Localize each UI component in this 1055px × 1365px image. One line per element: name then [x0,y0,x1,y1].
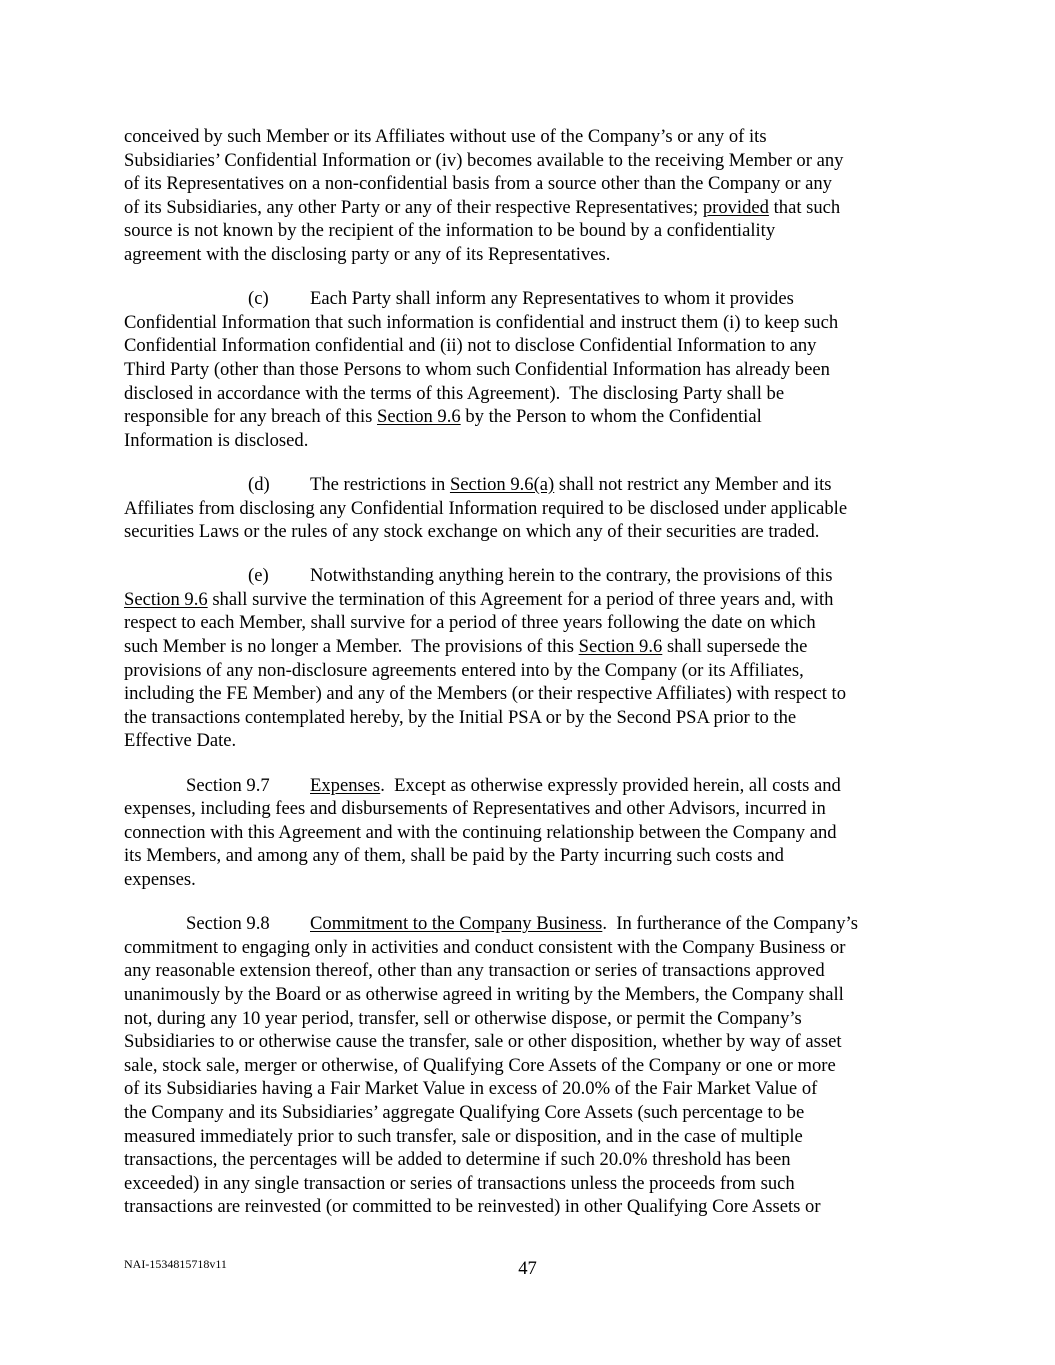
section-9-7 [124,774,934,892]
page-number: 47 [518,1258,537,1279]
text-line [124,405,934,429]
text-line [124,196,934,220]
paragraph-e [124,564,934,753]
paragraph-c [124,287,934,452]
text-fragment: shall supersede the [662,636,808,658]
text-line: of its Representatives on a non-confidential basis from a source other than the Company or any [124,173,832,195]
text-line: expenses, including fees and disbursements of Representatives and other Advisors, incurred in [124,798,826,820]
subsection-label: (e) [248,565,269,587]
text-line: connection with this Agreement and with the continuing relationship between the Company and [124,821,837,843]
section-reference: Section 9.6 [377,406,461,428]
text-fragment: Notwithstanding anything herein to the contrary, the provisions of this [310,565,833,587]
text-line: Effective Date. [124,730,237,752]
subsection-label: (d) [248,473,270,495]
text-line: the transactions contemplated hereby, by the Initial PSA or by the Second PSA prior to the [124,706,797,728]
text-line: Affiliates from disclosing any Confidential Information required to be disclosed under applicable [124,497,848,519]
section-reference: Section 9.6(a) [449,473,555,495]
paragraph-continuation [124,125,934,267]
section-heading: Expenses [310,774,381,796]
text-line: Confidential Information that such information is confidential and instruct them (i) to keep such [124,311,839,333]
text-fragment: of its Subsidiaries, any other Party or any of their respective Representatives; [124,196,703,218]
text-fragment: such Member is no longer a Member. The provisions of this [124,636,579,658]
text-line: provisions of any non-disclosure agreements entered into by the Company (or its Affiliates, [124,659,804,681]
text-line: respect to each Member, shall survive for a period of three years following the date on which [124,612,816,634]
text-line: conceived by such Member or its Affiliates without use of the Company’s or any of its [124,126,767,147]
text-fragment: by the Person to whom the Confidential [460,406,762,428]
section-heading: Commitment to the Company Business [310,913,603,935]
section-reference: Section 9.6 [124,588,208,610]
text-fragment: shall survive the termination of this Agreement for a period of three years and, with [207,588,834,610]
text-line: Third Party (other than those Persons to whom such Confidential Information has already been [124,358,830,380]
document-body [124,125,934,1240]
section-label: Section 9.7 [186,774,270,796]
text-line: commitment to engaging only in activities and conduct consistent with the Company Business or [124,936,846,958]
text-line: transactions, the percentages will be added to determine if such 20.0% threshold has been [124,1149,791,1171]
text-line: not, during any 10 year period, transfer, sell or otherwise dispose, or permit the Company’s [124,1007,802,1029]
text-fragment: . Except as otherwise expressly provided herein, all costs and [380,774,841,796]
text-line: exceeded) in any single transaction or series of transactions unless the proceeds from such [124,1172,795,1194]
text-fragment: Each Party shall inform any Representatives to whom it provides [310,288,794,310]
text-line: of its Subsidiaries having a Fair Market Value in excess of 20.0% of the Fair Market Value of [124,1078,818,1100]
text-line: transactions are reinvested (or committed to be reinvested) in other Qualifying Core Assets or [124,1196,821,1218]
text-fragment: responsible for any breach of this [124,406,378,428]
document-id-footer: NAI-1534815718v11 [124,1257,227,1271]
text-line: disclosed in accordance with the terms of this Agreement). The disclosing Party shall be [124,382,785,404]
text-fragment: . In furtherance of the Company’s [602,913,858,935]
text-line: agreement with the disclosing party or any of its Representatives. [124,243,611,265]
text-line: Confidential Information confidential and (ii) not to disclose Confidential Information to any [124,335,817,357]
text-line: unanimously by the Board or as otherwise agreed in writing by the Members, the Company shall [124,983,844,1005]
text-line: any reasonable extension thereof, other than any transaction or series of transactions approved [124,960,825,982]
text-line: Information is disclosed. [124,429,309,451]
text-line: Subsidiaries to or otherwise cause the transfer, sale or other disposition, whether by way of asset [124,1031,842,1053]
text-line: Subsidiaries’ Confidential Information or (iv) becomes available to the receiving Member or any [124,149,844,171]
text-line [124,588,934,612]
paragraph-d [124,473,934,544]
text-line: sale, stock sale, merger or otherwise, of Qualifying Core Assets of the Company or one or more [124,1054,836,1076]
text-fragment: The restrictions in [310,473,450,495]
section-label: Section 9.8 [186,913,270,935]
defined-term-provided: provided [702,196,769,218]
subsection-label: (c) [248,288,269,310]
text-line: the Company and its Subsidiaries’ aggregate Qualifying Core Assets (such percentage to be [124,1101,805,1123]
text-line [124,564,934,588]
text-line [124,912,934,936]
text-line: source is not known by the recipient of the information to be bound by a confidentiality [124,220,776,242]
text-line [124,473,934,497]
text-fragment: shall not restrict any Member and its [554,473,832,495]
text-line: including the FE Member) and any of the Members (or their respective Affiliates) with respect to [124,683,847,705]
text-fragment: that such [768,196,841,218]
section-reference: Section 9.6 [578,636,663,658]
text-line [124,774,934,798]
text-line: securities Laws or the rules of any stock exchange on which any of their securities are traded. [124,521,820,543]
text-line: measured immediately prior to such transfer, sale or disposition, and in the case of multiple [124,1125,803,1147]
text-line [124,287,934,311]
text-line [124,635,934,659]
text-line: its Members, and among any of them, shall be paid by the Party incurring such costs and [124,845,784,867]
section-9-8 [124,912,934,1219]
text-line: expenses. [124,869,196,890]
